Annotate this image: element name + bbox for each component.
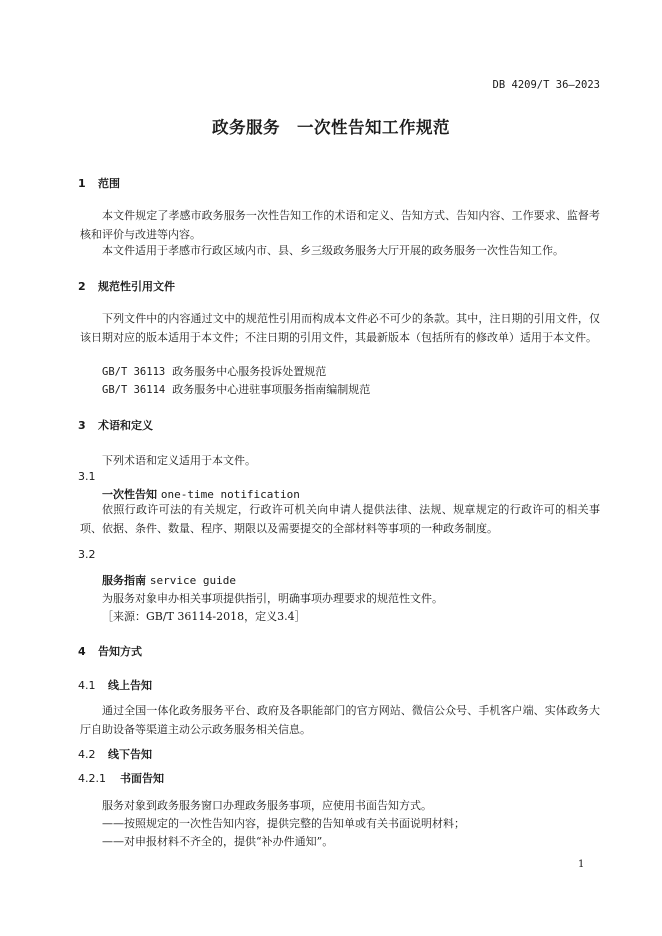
subsection-4-1-heading (78, 677, 152, 693)
section-3-heading (78, 417, 153, 433)
subsection-4-2-heading (78, 746, 152, 762)
reference-name: 政务服务中心进驻事项服务指南编制规范 (172, 383, 371, 396)
subsection-number: 4.2 (78, 748, 96, 761)
paragraph: 服务对象到政务服务窗口办理政务服务事项，应使用书面告知方式。 (102, 799, 432, 812)
subsection-title: 线下告知 (108, 748, 152, 761)
section-2-heading (78, 278, 175, 294)
subsection-title: 书面告知 (120, 772, 164, 785)
section-title: 规范性引用文件 (98, 280, 175, 293)
reference-code: GB/T 36113 (102, 366, 166, 378)
subsection-title: 线上告知 (108, 679, 152, 692)
term-heading (102, 486, 300, 502)
section-number: 4 (78, 645, 86, 658)
paragraph: 通过全国一体化政务服务平台、政府及各职能部门的官方网站、微信公众号、手机客户端、实体政务大厅自助设备等渠道主动公示政务服务相关信息。 (80, 704, 600, 736)
reference-item (102, 363, 326, 379)
paragraph: 本文件规定了孝感市政务服务一次性告知工作的术语和定义、告知方式、告知内容、工作要求、监督考核和评价与改进等内容。 (80, 209, 600, 241)
term-number: 3.1 (78, 470, 96, 483)
section-number: 3 (78, 419, 86, 432)
section-number: 2 (78, 280, 86, 293)
term-definition: 依照行政许可法的有关规定，行政许可机关向申请人提供法律、法规、规章规定的行政许可的相关事项、依据、条件、数量、程序、期限以及需要提交的全部材料等事项的一种政务制度。 (80, 503, 600, 535)
term-zh: 一次性告知 (102, 488, 157, 501)
subsection-4-2-1-heading (78, 770, 164, 786)
subsection-number: 4.1 (78, 679, 96, 692)
document-code: DB 4209/T 36—2023 (492, 79, 600, 91)
document-title: 政务服务 一次性告知工作规范 (212, 118, 450, 137)
paragraph: 下列术语和定义适用于本文件。 (102, 454, 256, 467)
section-title: 范围 (98, 177, 120, 190)
term-zh: 服务指南 (102, 574, 146, 587)
reference-name: 政务服务中心服务投诉处置规范 (172, 365, 327, 378)
section-4-heading (78, 643, 142, 659)
list-item: ——对申报材料不齐全的，提供“补办件通知”。 (102, 835, 334, 848)
page-number: 1 (578, 859, 585, 870)
section-1-heading (78, 175, 120, 191)
term-en: one-time notification (160, 488, 300, 501)
section-title: 告知方式 (98, 645, 142, 658)
reference-item (102, 381, 370, 397)
section-number: 1 (78, 177, 86, 190)
term-definition: 为服务对象申办相关事项提供指引，明确事项办理要求的规范性文件。 (102, 592, 443, 605)
paragraph: 下列文件中的内容通过文中的规范性引用而构成本文件必不可少的条款。其中，注日期的引用文件，仅该日期对应的版本适用于本文件；不注日期的引用文件，其最新版本（包括所有的修改单）适用于本文件。 (80, 312, 600, 344)
reference-code: GB/T 36114 (102, 384, 166, 396)
section-title: 术语和定义 (98, 419, 153, 432)
term-number: 3.2 (78, 548, 96, 561)
term-en: service guide (149, 574, 236, 587)
term-heading (102, 572, 236, 588)
term-source: ［来源：GB/T 36114-2018，定义3.4］ (102, 610, 306, 623)
subsection-number: 4.2.1 (78, 772, 106, 785)
list-item: ——按照规定的一次性告知内容，提供完整的告知单或有关书面说明材料； (102, 817, 465, 830)
paragraph: 本文件适用于孝感市行政区域内市、县、乡三级政务服务大厅开展的政务服务一次性告知工作。 (102, 244, 564, 257)
